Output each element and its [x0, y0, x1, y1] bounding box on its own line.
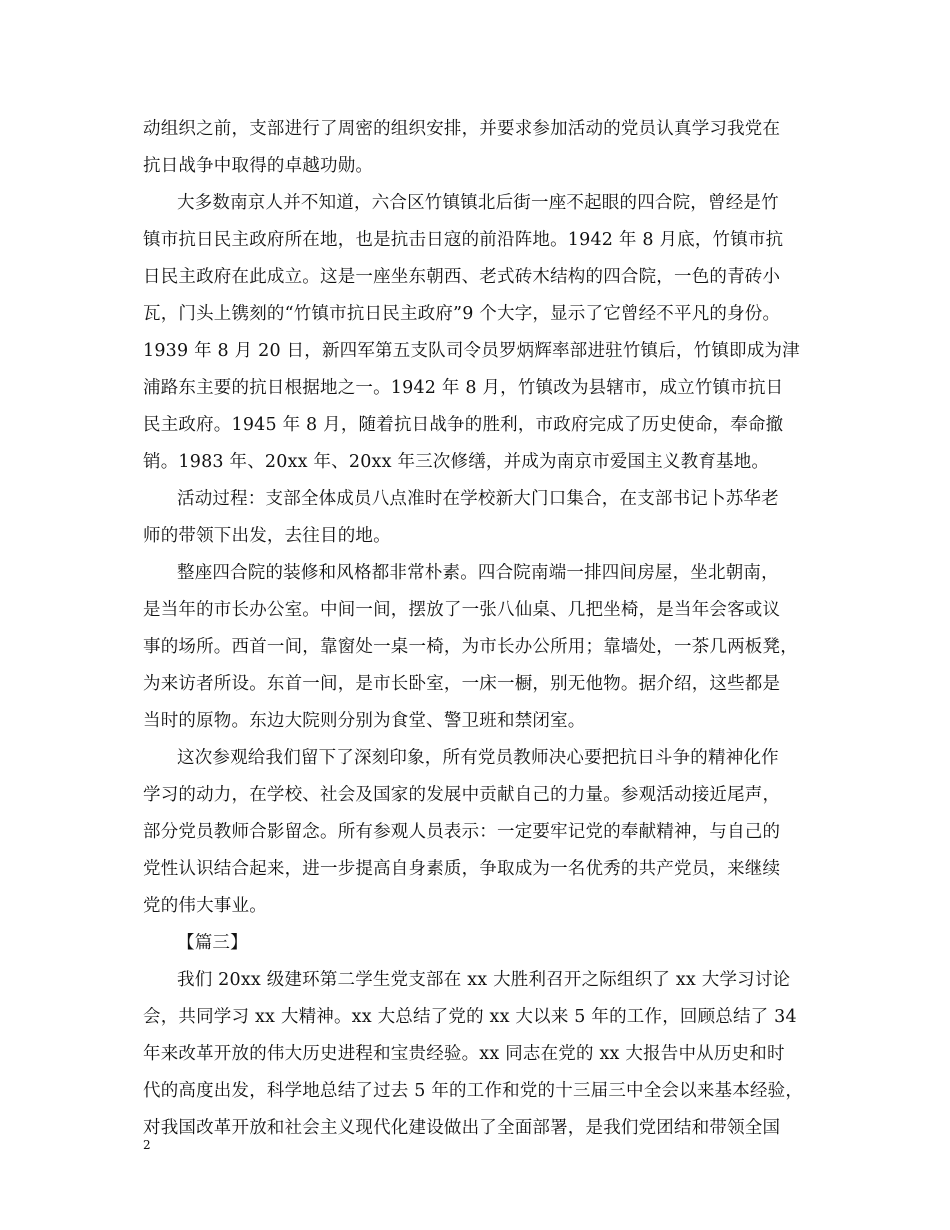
body-text-line: 这次参观给我们留下了深刻印象，所有党员教师决心要把抗日斗争的精神化作	[177, 748, 779, 768]
body-text-line: 活动过程：支部全体成员八点准时在学校新大门口集合，在支部书记卜苏华老	[177, 489, 779, 509]
body-text-line: 党的伟大事业。	[143, 896, 267, 916]
body-text-line: 当时的原物。东边大院则分别为食堂、警卫班和禁闭室。	[143, 711, 586, 731]
body-text-line: 师的带领下出发，去往目的地。	[143, 526, 391, 546]
body-text-line: 我们 20xx 级建环第二学生党支部在 xx 大胜利召开之际组织了 xx 大学习讨论	[177, 970, 791, 990]
body-text-line: 瓦，门头上镌刻的“竹镇市抗日民主政府”9 个大字，显示了它曾经不平凡的身份。	[143, 304, 781, 324]
body-text-line: 销。1983 年、20xx 年、20xx 年三次修缮，并成为南京市爱国主义教育基地。	[143, 452, 770, 472]
body-text-line: 浦路东主要的抗日根据地之一。1942 年 8 月，竹镇改为县辖市，成立竹镇市抗日	[143, 378, 784, 398]
section-heading: 【篇三】	[177, 933, 248, 953]
body-text-line: 动组织之前，支部进行了周密的组织安排，并要求参加活动的党员认真学习我党在	[143, 119, 781, 139]
body-text-line: 会，共同学习 xx 大精神。xx 大总结了党的 xx 大以来 5 年的工作，回顾总结了 34	[143, 1007, 797, 1027]
body-text-line: 日民主政府在此成立。这是一座坐东朝西、老式砖木结构的四合院，一色的青砖小	[143, 267, 781, 287]
body-text-line: 代的高度出发，科学地总结了过去 5 年的工作和党的十三届三中全会以来基本经验，	[143, 1081, 804, 1101]
body-text-line: 部分党员教师合影留念。所有参观人员表示：一定要牢记党的奉献精神，与自己的	[143, 822, 781, 842]
body-text-line: 镇市抗日民主政府所在地，也是抗击日寇的前沿阵地。1942 年 8 月底，竹镇市抗	[143, 230, 784, 250]
body-text-line: 党性认识结合起来，进一步提高自身素质，争取成为一名优秀的共产党员，来继续	[143, 859, 781, 879]
body-text-line: 为来访者所设。东首一间，是市长卧室，一床一橱，别无他物。据介绍，这些都是	[143, 674, 781, 694]
page-number: 2	[143, 1138, 151, 1152]
body-text-line: 事的场所。西首一间，靠窗处一桌一椅，为市长办公所用；靠墙处，一茶几两板凳，	[143, 637, 798, 657]
body-text-line: 民主政府。1945 年 8 月，随着抗日战争的胜利，市政府完成了历史使命，奉命撤	[143, 415, 784, 435]
body-text-line: 1939 年 8 月 20 日，新四军第五支队司令员罗炳辉率部进驻竹镇后，竹镇即成为津	[143, 341, 800, 361]
body-text-line: 大多数南京人并不知道，六合区竹镇镇北后街一座不起眼的四合院，曾经是竹	[177, 193, 779, 213]
body-text-line: 抗日战争中取得的卓越功勋。	[143, 156, 374, 176]
body-text-line: 是当年的市长办公室。中间一间，摆放了一张八仙桌、几把坐椅，是当年会客或议	[143, 600, 781, 620]
body-text-line: 整座四合院的装修和风格都非常朴素。四合院南端一排四间房屋，坐北朝南，	[177, 563, 779, 583]
body-text-line: 年来改革开放的伟大历史进程和宝贵经验。xx 同志在党的 xx 大报告中从历史和时	[143, 1044, 785, 1064]
body-text-line: 学习的动力，在学校、社会及国家的发展中贡献自己的力量。参观活动接近尾声，	[143, 785, 781, 805]
body-text-line: 对我国改革开放和社会主义现代化建设做出了全面部署，是我们党团结和带领全国	[143, 1118, 781, 1138]
